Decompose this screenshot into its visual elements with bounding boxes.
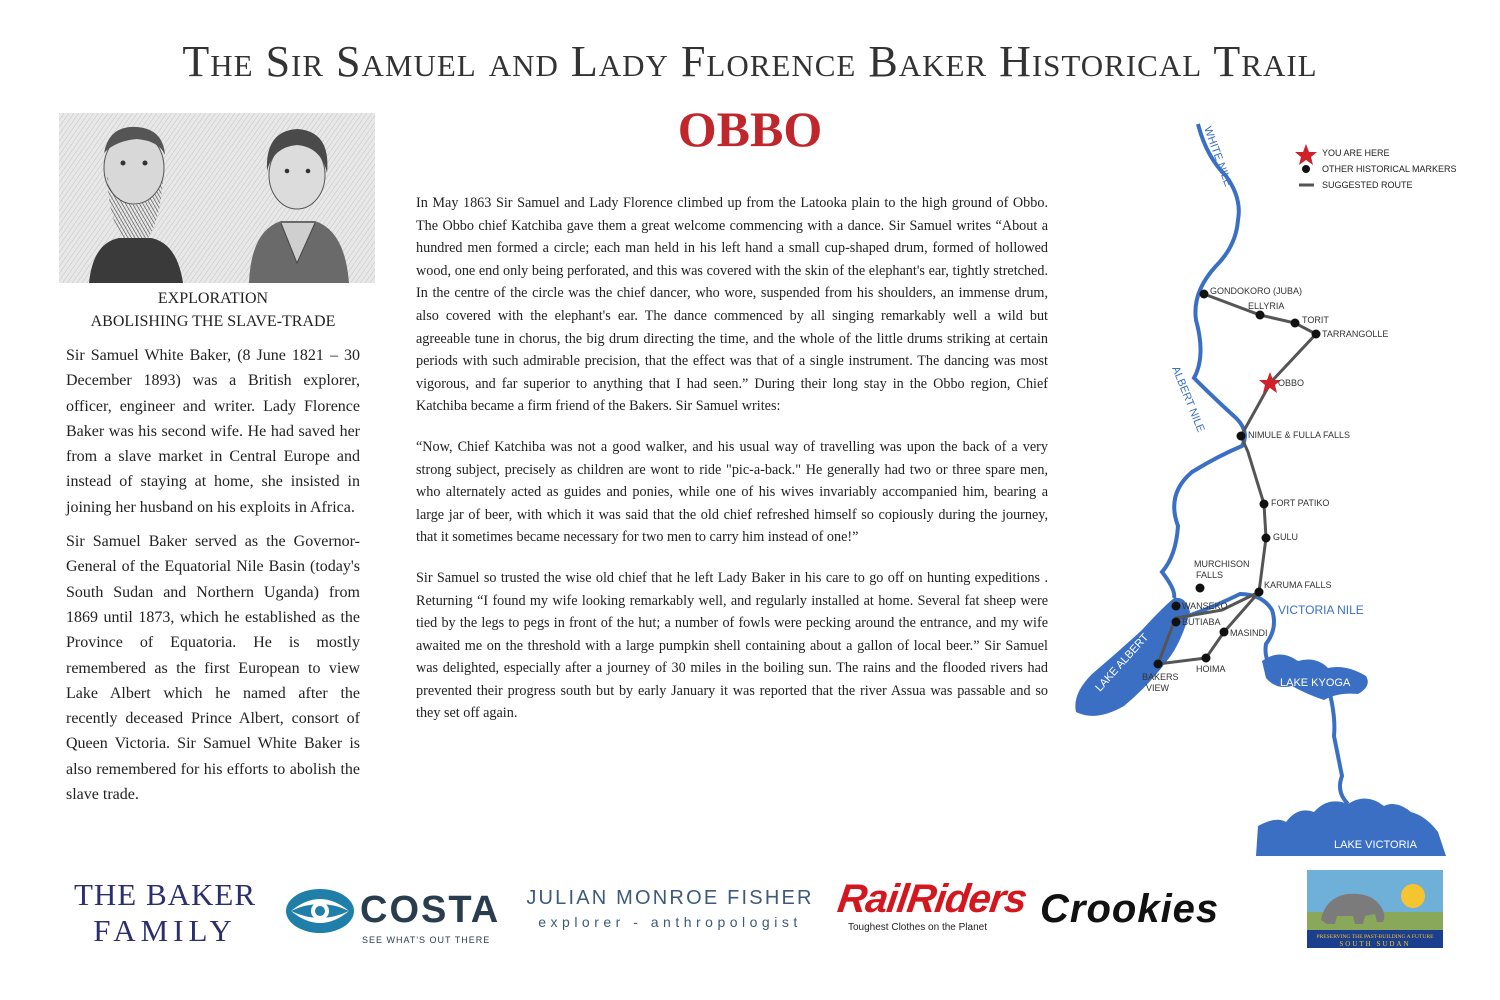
caption-line: ABOLISHING THE SLAVE-TRADE: [90, 313, 336, 330]
marker-hoima: [1202, 654, 1211, 663]
crookies-logo: Crookies: [1040, 887, 1220, 931]
place-label: GONDOKORO (JUBA): [1210, 286, 1303, 296]
water-label: LAKE ALBERT: [1093, 631, 1152, 695]
marker-butiaba: [1172, 618, 1181, 627]
marker-tarrangolle: [1312, 330, 1321, 339]
you-are-here-icon: [1295, 144, 1317, 165]
place-label: KARUMA FALLS: [1264, 580, 1332, 590]
marker-bakers-view: [1154, 660, 1163, 669]
marker-wanseko: [1172, 602, 1181, 611]
river-to-victoria: [1328, 686, 1348, 804]
place-label: FALLS: [1196, 570, 1224, 580]
railriders-wordmark: RailRiders: [834, 877, 1030, 921]
location-title: OBBO: [677, 101, 823, 157]
place-label: TORIT: [1302, 315, 1329, 325]
paragraph: Sir Samuel so trusted the wise old chief that he left Lady Baker in his care to go off on hunting expeditions . Returning “I found my wife looking remarkably well, and regularly installed at home. Several fat sheep were tied by the legs to pegs in front of the hut; a number of fowls were pecking around the entrance, and my wife awaited me on the threshold with a large pumpkin shell containing about a gallon of local beer.” Sir Samuel was delighted, especially after a journey of 30 miles in the boiling sun. The rains and the flooded rivers had prevented their progress south but by early January it was reported that the river Assua was passable and so they set off again.: [416, 569, 1048, 722]
place-label: BAKERS: [1142, 672, 1179, 682]
place-label: TARRANGOLLE: [1322, 329, 1389, 339]
place-label: GULU: [1273, 532, 1299, 542]
sponsor-bar: [0, 865, 1500, 955]
baker-logo-line: FAMILY: [93, 913, 237, 948]
legend-label: YOU ARE HERE: [1322, 148, 1390, 158]
baker-logo-line: THE BAKER: [73, 877, 257, 912]
costa-tagline: SEE WHAT'S OUT THERE: [362, 935, 491, 945]
marker-masindi: [1220, 628, 1229, 637]
legend-label: OTHER HISTORICAL MARKERS: [1322, 164, 1457, 174]
marker-icon: [1302, 165, 1310, 173]
marker-gondokoro: [1200, 290, 1209, 299]
marker-fort-patiko: [1260, 500, 1269, 509]
water-label: ALBERT NILE: [1169, 364, 1207, 434]
jmf-subtitle: explorer - anthropologist: [538, 914, 802, 930]
costa-emblem-icon: [285, 883, 355, 943]
south-sudan-logo: [1307, 870, 1443, 948]
place-label: BUTIABA: [1182, 617, 1221, 627]
jmf-logo: [520, 887, 820, 930]
place-label: OBBO: [1278, 378, 1305, 388]
place-label: WANSEKO: [1182, 601, 1228, 611]
place-label: MASINDI: [1230, 628, 1268, 638]
portrait-caption: [59, 287, 367, 333]
water-label: VICTORIA NILE: [1278, 603, 1364, 617]
place-label: HOIMA: [1196, 664, 1226, 674]
biography-column: [66, 343, 360, 816]
paragraph: Sir Samuel Baker served as the Governor-General of the Equatorial Nile Basin (today's South Sudan and Northern Uganda) from 1869 until 1873, which he established as the Province of Equatoria. He is mostly remembered as the first European to view Lake Albert which he named after the recently deceased Prince Albert, consort of Queen Victoria. Sir Samuel White Baker is also remembered for his efforts to abolish the slave trade.: [66, 533, 360, 804]
place-label: NIMULE & FULLA FALLS: [1248, 430, 1351, 440]
page-title: The Sir Samuel and Lady Florence Baker Historical Trail: [182, 37, 1318, 86]
legend-label: SUGGESTED ROUTE: [1322, 180, 1413, 190]
paragraph: In May 1863 Sir Samuel and Lady Florence climbed up from the Latooka plain to the high ground of Obbo. The Obbo chief Katchiba gave them a great welcome commencing with a dance. Sir Samuel writes “About a hundred men formed a circle; each man held in his left hand a small cup-shaped drum, formed of hollowed wood, one end only being perforated, and this was covered with the skin of the elephant's ear, tightly stretched. In the centre of the circle was the chief dancer, who wore, suspended from his shoulders, an immense drum, also covered with the elephant's ear. The dance commenced by all singing remarkably well a wild but agreeable tune in chorus, the big drum directing the time, and the whole of the little drums striking at certain periods with such admirable precision, that the effect was that of a single instrument. The dancing was most vigorous, and far superior to anything that I had seen.” During their long stay in the Obbo region, Chief Katchiba became a firm friend of the Bakers. Sir Samuel writes:: [416, 195, 1048, 415]
marker-gulu: [1262, 534, 1271, 543]
jmf-name: JULIAN MONROE FISHER: [526, 887, 814, 909]
place-label: VIEW: [1146, 683, 1170, 693]
ss-country: SOUTH SUDAN: [1339, 940, 1411, 948]
paragraph: “Now, Chief Katchiba was not a good walker, and his usual way of travelling was upon the back of a very strong subject, precisely as children are wont to ride "pic-a-back." He generally had two or three spare men, who alternately acted as guides and ponies, while one of his wives invariably accompanied him, bearing a large jar of beer, with which it was said that the old chief refreshed himself so copiously during the journey, that it sometimes became necessary for two men to carry him instead of one!”: [416, 438, 1048, 546]
railriders-tagline: Toughest Clothes on the Planet: [848, 922, 987, 933]
costa-wordmark: COSTA: [360, 889, 501, 931]
paragraph: Sir Samuel White Baker, (8 June 1821 – 30 December 1893) was a British explorer, officer, engineer and writer. Lady Florence Baker was his second wife. He had saved her from a slave market in Central Europe and instead of staying at home, she insisted in joining her husband on his exploits in Africa.: [66, 347, 360, 516]
railriders-logo: [834, 877, 1030, 933]
place-label: FORT PATIKO: [1271, 498, 1330, 508]
marker-ellyria: [1256, 311, 1265, 320]
marker-murchison: [1196, 584, 1205, 593]
marker-nimule: [1237, 432, 1246, 441]
place-label: MURCHISON: [1194, 559, 1250, 569]
marker-torit: [1291, 319, 1300, 328]
marker-karuma: [1255, 588, 1264, 597]
place-label: ELLYRIA: [1248, 301, 1285, 311]
baker-family-logo: [60, 877, 270, 949]
portrait-engraving: [59, 113, 375, 283]
caption-line: EXPLORATION: [157, 290, 269, 307]
water-label: WHITE NILE: [1201, 124, 1234, 189]
trail-map: [1066, 116, 1466, 856]
water-label: LAKE VICTORIA: [1334, 839, 1417, 851]
costa-logo: [285, 883, 500, 953]
water-label: LAKE KYOGA: [1280, 677, 1351, 689]
ss-tagline: PRESERVING THE PAST-BUILDING A FUTURE: [1316, 934, 1434, 940]
white-nile-river: [1162, 124, 1245, 598]
story-column: [416, 192, 1048, 743]
